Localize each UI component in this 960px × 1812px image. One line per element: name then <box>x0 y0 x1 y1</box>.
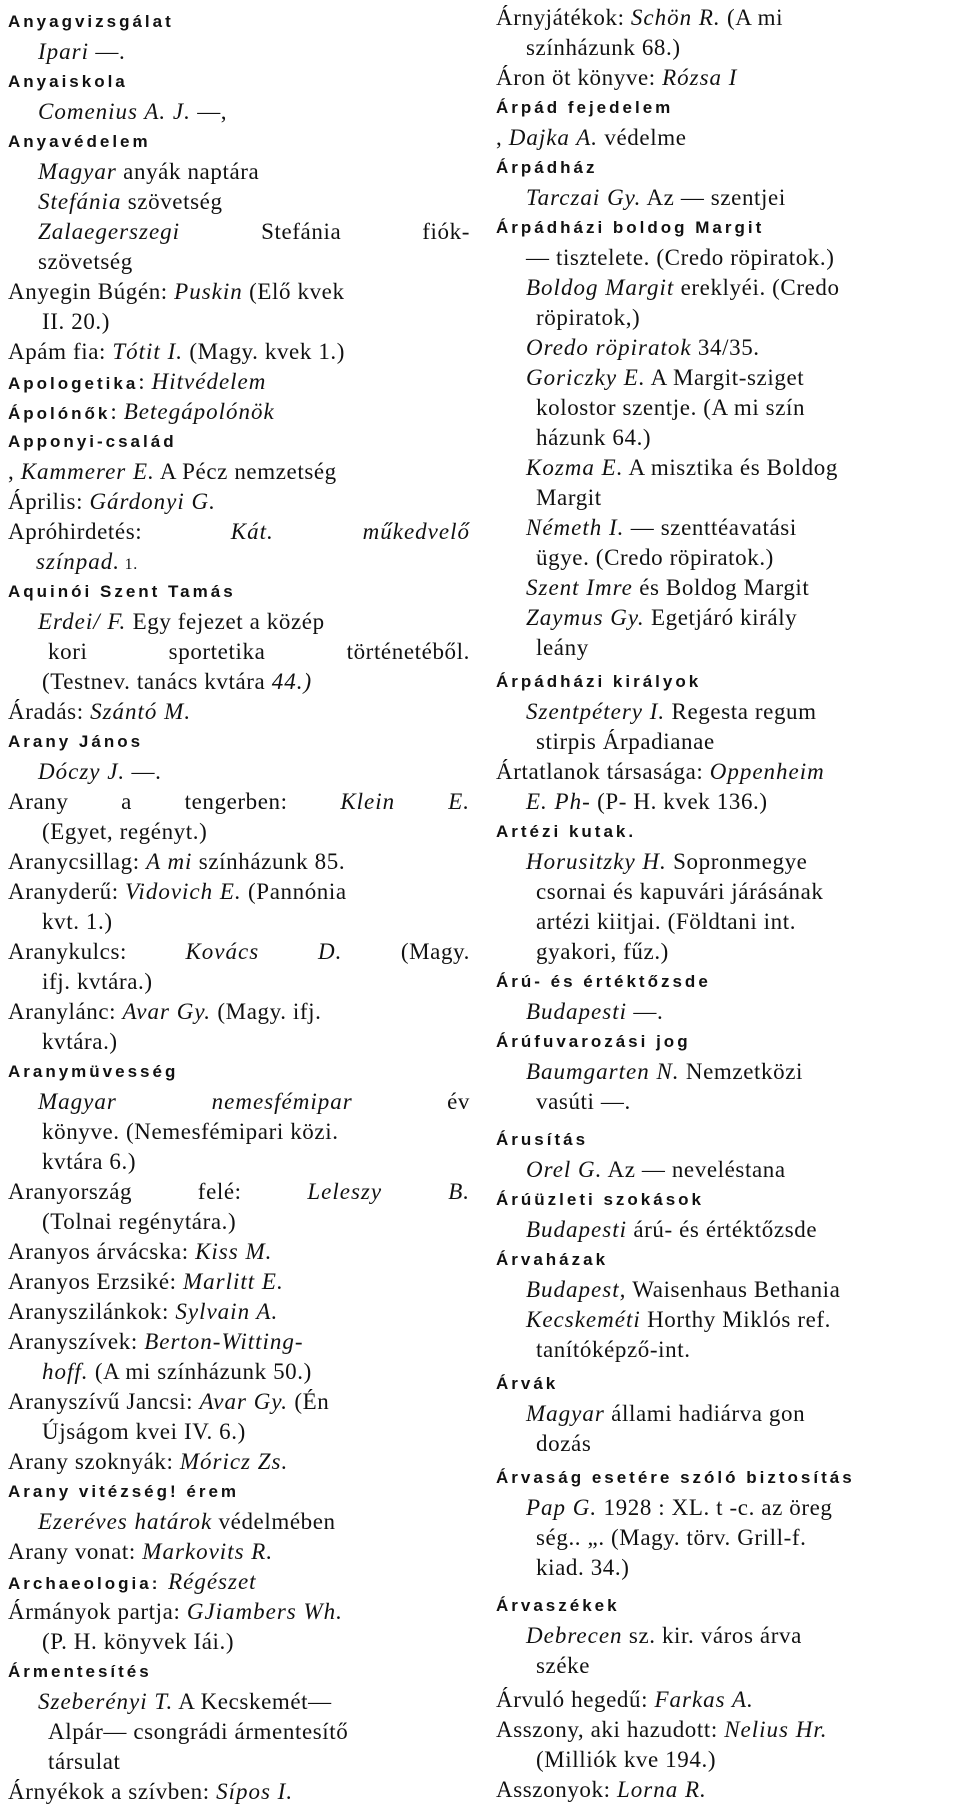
entry-line: Árnyékok a szívben: Sípos I. <box>8 1779 294 1804</box>
entry-line: kvtára.) <box>42 1029 118 1054</box>
entry-line: Szeberényi T. A Kecskemét— <box>38 1689 332 1714</box>
entry-line: Oredo röpiratok 34/35. <box>526 335 760 360</box>
entry-line: Aranylánc: Avar Gy. (Magy. ifj. <box>8 999 322 1024</box>
entry-line: hoff. (A mi színházunk 50.) <box>42 1359 312 1384</box>
entry-line: Zalaegerszegi Stefánia fiók- <box>38 219 470 244</box>
entry-line: Debrecen sz. kir. város árva <box>526 1623 802 1648</box>
entry-line: szövetség <box>38 249 133 274</box>
entry-line: Aranykulcs: Kovács D. (Magy. <box>8 939 471 964</box>
entry-line: csornai és kapuvári járásának <box>536 879 824 904</box>
entry-line: Arany a tengerben: Klein E. <box>8 789 470 814</box>
heading: Aquinói Szent Tamás <box>8 582 236 601</box>
entry-line: Stefánia szövetség <box>38 189 223 214</box>
entry-line: Pap G. 1928 : XL. t -c. az öreg <box>526 1495 833 1520</box>
entry-line: Anyegin Búgén: Puskin (Elő kvek <box>8 279 345 304</box>
entry-line: Ármányok partja: GJiambers Wh. <box>8 1599 343 1624</box>
entry-line: Apróhirdetés: Kát. műkedvelő <box>8 519 470 544</box>
entry-line: (Egyet, regényt.) <box>42 819 208 844</box>
entry-line: színpad. 1. <box>36 549 138 574</box>
heading: Arany János <box>8 732 144 751</box>
heading: Anyagvizsgálat <box>8 12 174 31</box>
entry-line: Zaymus Gy. Egetjáró király <box>526 605 798 630</box>
heading: Árusítás <box>496 1130 589 1149</box>
entry-line: kvt. 1.) <box>42 909 113 934</box>
entry-line: Aranyszilánkok: Sylvain A. <box>8 1299 279 1324</box>
entry-line: tanítóképző-int. <box>536 1337 691 1362</box>
entry-line: ség.. „. (Magy. törv. Grill-f. <box>536 1525 807 1550</box>
entry-line: Áradás: Szántó M. <box>8 699 192 724</box>
entry-line: Ártatlanok társasága: Oppenheim <box>496 759 825 784</box>
entry-line: Ápolónők: Betegápolónök <box>8 399 275 424</box>
entry-line: Arany szoknyák: Móricz Zs. <box>8 1449 289 1474</box>
heading: Anyavédelem <box>8 132 151 151</box>
entry-line: Árvuló hegedű: Farkas A. <box>496 1687 754 1712</box>
heading: Artézi kutak. <box>496 822 637 841</box>
entry-line: (Milliók kve 194.) <box>536 1747 717 1772</box>
entry-line: (Testnev. tanács kvtára 44.) <box>42 669 313 694</box>
entry-line: színházunk 68.) <box>526 35 681 60</box>
entry-line: kiad. 34.) <box>536 1555 630 1580</box>
entry-line: (Tolnai regénytára.) <box>42 1209 237 1234</box>
heading: Árvák <box>496 1374 559 1393</box>
entry-line: leány <box>536 635 589 660</box>
entry-line: Magyar anyák naptára <box>38 159 260 184</box>
entry-line: stirpis Árpadianae <box>536 729 715 754</box>
entry-line: Comenius A. J. —, <box>38 99 228 124</box>
entry-line: Németh I. — szenttéavatási <box>526 515 797 540</box>
entry-line: széke <box>536 1653 591 1678</box>
entry-line: vasúti —. <box>536 1089 631 1114</box>
entry-line: Asszony, aki hazudott: Nelius Hr. <box>496 1717 828 1742</box>
entry-line: Aranyszívű Jancsi: Avar Gy. (Én <box>8 1389 330 1414</box>
heading: Árúfuvarozási jog <box>496 1032 691 1051</box>
entry-line: Aranyszívek: Berton-Witting- <box>8 1329 304 1354</box>
entry-line: kolostor szentje. (A mi szín <box>536 395 806 420</box>
entry-line: ifj. kvtára.) <box>42 969 153 994</box>
entry-line: Apologetika: Hitvédelem <box>8 369 267 394</box>
entry-line: Budapesti árú- és értéktőzsde <box>526 1217 818 1242</box>
entry-line: kori sportetika történetéből. <box>48 639 470 664</box>
heading: Árpádház <box>496 158 598 177</box>
entry-line: kvtára 6.) <box>42 1149 137 1174</box>
entry-line: Horusitzky H. Sopronmegye <box>526 849 808 874</box>
entry-line: Aranyország felé: Leleszy B. <box>8 1179 470 1204</box>
entry-line: Aranyderű: Vidovich E. (Pannónia <box>8 879 347 904</box>
entry-line: Dóczy J. —. <box>38 759 162 784</box>
entry-line: dozás <box>536 1431 592 1456</box>
entry-line: II. 20.) <box>42 309 111 334</box>
entry-line: Ipari —. <box>38 39 126 64</box>
entry-line: Archaeologia: Régészet <box>8 1569 257 1594</box>
heading: Árvaság esetére szóló biztosítás <box>496 1468 855 1487</box>
entry-line: Kozma E. A misztika és Boldog <box>526 455 838 480</box>
entry-line: Goriczky E. A Margit-sziget <box>526 365 805 390</box>
entry-line: Magyar nemesfémipar év <box>38 1089 470 1114</box>
entry-line: Aranyos árvácska: Kiss M. <box>8 1239 273 1264</box>
heading: Anyaiskola <box>8 72 128 91</box>
entry-line: Arany vonat: Markovits R. <box>8 1539 274 1564</box>
heading: Aranymüvesség <box>8 1062 179 1081</box>
heading: Apponyi-család <box>8 432 177 451</box>
heading: Árpádházi királyok <box>496 672 702 691</box>
entry-line: Budapesti —. <box>526 999 664 1024</box>
entry-line: társulat <box>48 1749 121 1774</box>
entry-line: Magyar állami hadiárva gon <box>526 1401 806 1426</box>
entry-line: (P. H. könyvek Iái.) <box>42 1629 235 1654</box>
entry-line: Tarczai Gy. Az — szentjei <box>526 185 786 210</box>
entry-line: — tisztelete. (Credo röpiratok.) <box>526 245 835 270</box>
entry-line: Margit <box>536 485 602 510</box>
entry-line: Ezeréves határok védelmében <box>38 1509 336 1534</box>
entry-line: Újságom kvei IV. 6.) <box>42 1419 246 1444</box>
entry-line: Árnyjátékok: Schön R. (A mi <box>496 5 784 30</box>
heading: Ármentesítés <box>8 1662 152 1681</box>
entry-line: Kecskeméti Horthy Miklós ref. <box>526 1307 832 1332</box>
entry-line: Budapest, Waisenhaus Bethania <box>526 1277 841 1302</box>
heading: Árú- és értéktőzsde <box>496 972 711 991</box>
entry-line: Asszonyok: Lorna R. <box>496 1777 707 1802</box>
entry-line: Április: Gárdonyi G. <box>8 489 216 514</box>
entry-line: gyakori, fűz.) <box>536 939 669 964</box>
entry-line: ügye. (Credo röpiratok.) <box>536 545 774 570</box>
entry-line: E. Ph- (P- H. kvek 136.) <box>526 789 768 814</box>
heading: Árvaházak <box>496 1250 609 1269</box>
entry-line: röpiratok,) <box>536 305 641 330</box>
entry-line: Baumgarten N. Nemzetközi <box>526 1059 804 1084</box>
entry-line: , Dajka A. védelme <box>496 125 687 150</box>
heading: Árpád fejedelem <box>496 98 674 117</box>
entry-line: Erdei/ F. Egy fejezet a közép <box>38 609 325 634</box>
heading: Arany vitézség! érem <box>8 1482 240 1501</box>
entry-line: artézi kiitjai. (Földtani int. <box>536 909 797 934</box>
heading: Árvaszékek <box>496 1596 620 1615</box>
entry-line: Szent Imre és Boldog Margit <box>526 575 810 600</box>
heading: Árúüzleti szokások <box>496 1190 704 1209</box>
entry-line: , Kammerer E. A Pécz nemzetség <box>8 459 337 484</box>
entry-line: könyve. (Nemesfémipari közi. <box>42 1119 339 1144</box>
entry-line: Aranyos Erzsiké: Marlitt E. <box>8 1269 284 1294</box>
entry-line: Boldog Margit ereklyéi. (Credo <box>526 275 840 300</box>
entry-line: Aranycsillag: A mi színházunk 85. <box>8 849 346 874</box>
entry-line: házunk 64.) <box>536 425 652 450</box>
entry-line: Orel G. Az — neveléstana <box>526 1157 786 1182</box>
entry-line: Áron öt könyve: Rózsa I <box>496 65 738 90</box>
entry-line: Alpár— csongrádi ármentesítő <box>48 1719 349 1744</box>
heading: Árpádházi boldog Margit <box>496 218 765 237</box>
entry-line: Szentpétery I. Regesta regum <box>526 699 817 724</box>
entry-line: Apám fia: Tótit I. (Magy. kvek 1.) <box>8 339 346 364</box>
